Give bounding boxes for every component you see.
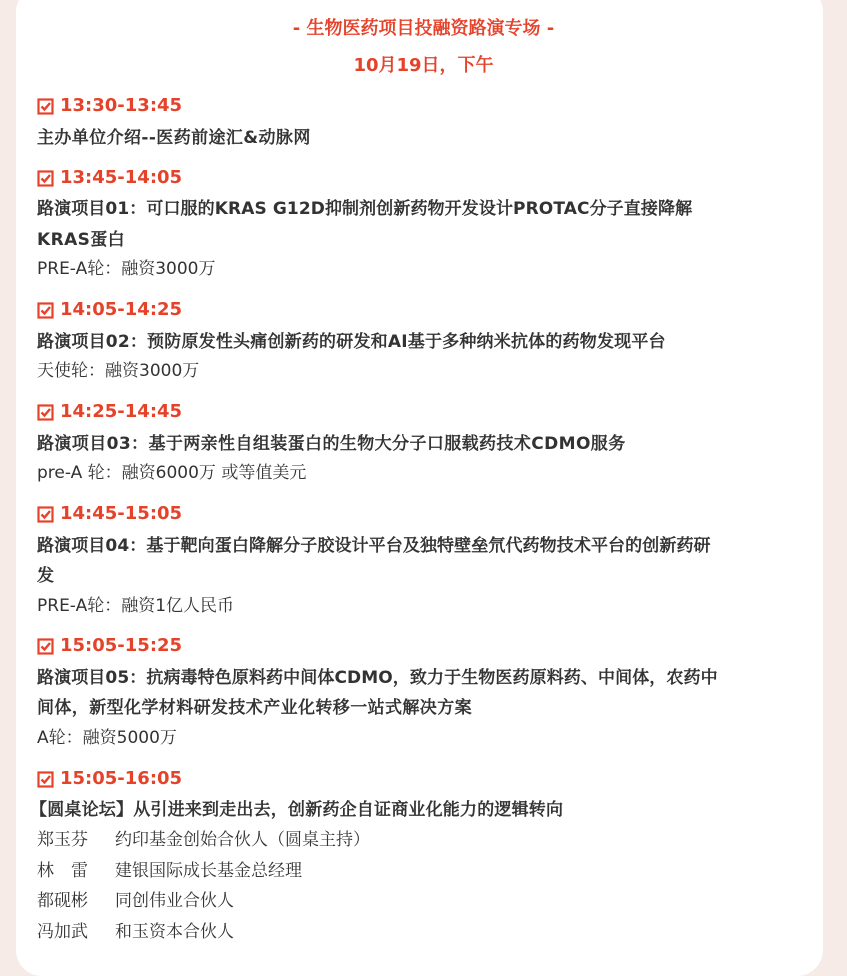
panelist-role: 同创伟业合伙人 [115,891,234,911]
session-funding: 天使轮：融资3000万 [37,361,200,381]
panelist-name: 冯加武 [37,922,88,942]
session-time: 13:30-13:45 [37,93,182,119]
panelist-row [37,827,370,853]
session-title: KRAS蛋白 [37,230,126,250]
session-time: 15:05-15:25 [37,633,182,659]
session-title: 路演项目02：预防原发性头痛创新药的研发和AI基于多种纳米抗体的药物发现平台 [37,332,666,352]
session-time: 14:25-14:45 [37,399,182,425]
panelist-role: 建银国际成长基金总经理 [115,861,302,881]
session-funding: PRE-A轮：融资3000万 [37,259,216,279]
session-time: 15:05-16:05 [37,766,182,792]
panelist-name: 都砚彬 [37,891,88,911]
checkbox-checked-icon [37,170,54,187]
session-title: 路演项目01：可口服的KRAS G12D抑制剂创新药物开发设计PROTAC分子直接降解 [37,199,693,219]
session-title: 路演项目04：基于靶向蛋白降解分子胶设计平台及独特壁垒氘代药物技术平台的创新药研 [37,536,711,556]
session-title: 间体，新型化学材料研发技术产业化转移一站式解决方案 [37,698,472,718]
session-time: 14:05-14:25 [37,297,182,323]
checkbox-checked-icon [37,404,54,421]
session-title: 路演项目03：基于两亲性自组装蛋白的生物大分子口服载药技术CDMO服务 [37,434,626,454]
event-date: 10月19日，下午 [353,55,494,76]
panelist-name: 郑玉芬 [37,830,88,850]
page-title: - 生物医药项目投融资路演专场 - [292,18,555,39]
session-time: 13:45-14:05 [37,165,182,191]
checkbox-checked-icon [37,98,54,115]
checkbox-checked-icon [37,771,54,788]
panelist-row [37,888,234,914]
session-title: 发 [37,566,55,586]
checkbox-checked-icon [37,302,54,319]
panelist-role: 约印基金创始合伙人（圆桌主持） [115,830,370,850]
panelist-role: 和玉资本合伙人 [115,922,234,942]
session-funding: A轮：融资5000万 [37,728,177,748]
session-funding: PRE-A轮：融资1亿人民币 [37,596,235,616]
panelist-name: 林 雷 [37,861,88,881]
checkbox-checked-icon [37,638,54,655]
session-time: 14:45-15:05 [37,501,182,527]
session-title: 主办单位介绍--医药前途汇&动脉网 [37,128,311,148]
panelist-row [37,858,302,884]
session-title: 路演项目05：抗病毒特色原料药中间体CDMO，致力于生物医药原料药、中间体，农药中 [37,668,718,688]
panelist-row [37,919,234,945]
session-funding: pre-A 轮：融资6000万 或等值美元 [37,463,307,483]
session-title: 【圆桌论坛】从引进来到走出去，创新药企自证商业化能力的逻辑转向 [30,800,564,820]
checkbox-checked-icon [37,506,54,523]
